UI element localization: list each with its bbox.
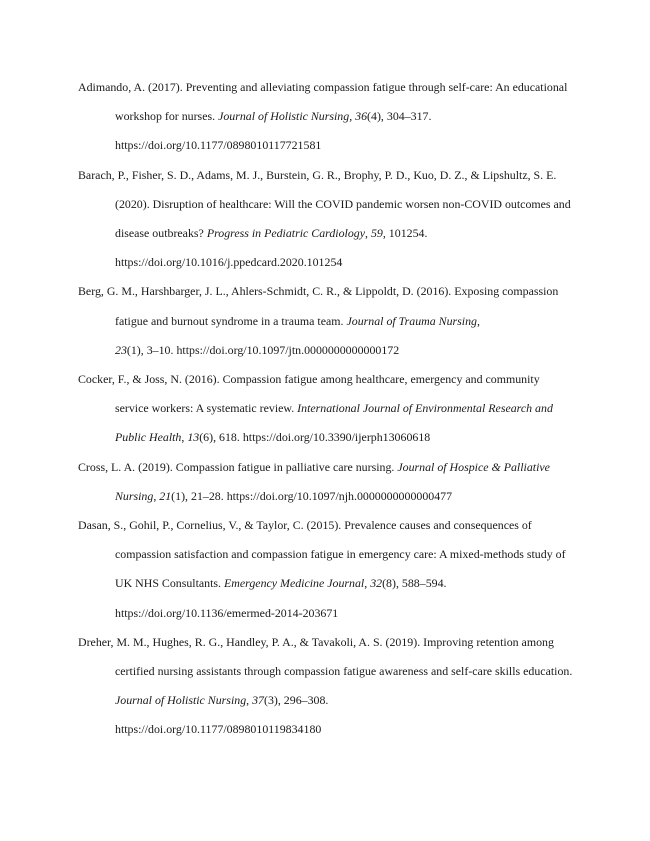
reference-authors-year: Cross, L. A. (2019). bbox=[78, 459, 173, 474]
reference-doi-link[interactable]: https://doi.org/10.1016/j.ppedcard.2020.101254 bbox=[115, 255, 343, 270]
reference-journal: Journal of Trauma Nursing bbox=[346, 313, 477, 328]
reference-authors-year: Dreher, M. M., Hughes, R. G., Handley, P. A., & Tavakoli, A. S. (2019). bbox=[78, 634, 421, 649]
reference-doi-link[interactable]: https://doi.org/10.1177/0898010117721581 bbox=[115, 138, 322, 153]
reference-entry: Dasan, S., Gohil, P., Cornelius, V., & Taylor, C. (2015). Prevalence causes and consequences of compassion satisfaction and compassion fatigue in emergency care: A mixed-methods study of UK NHS Consultants. Emergency Medicine Journal, 32(8), 588–594. https://doi.org/10.1136/emermed-2014-203671 bbox=[78, 518, 566, 620]
reference-journal: International Journal of Environmental Research and Public Health bbox=[115, 401, 553, 445]
reference-pages: , 618. bbox=[213, 430, 240, 445]
reference-doi-link[interactable]: https://doi.org/10.1136/emermed-2014-203671 bbox=[115, 605, 339, 620]
reference-volume: 37 bbox=[252, 693, 264, 708]
reference-issue: (1) bbox=[171, 488, 186, 503]
reference-journal: Journal of Holistic Nursing bbox=[218, 109, 350, 124]
reference-pages: , 3–10. bbox=[140, 342, 174, 357]
reference-authors-year: Cocker, F., & Joss, N. (2016). bbox=[78, 372, 220, 387]
reference-journal: Progress in Pediatric Cardiology bbox=[206, 226, 366, 241]
reference-entry: Cross, L. A. (2019). Compassion fatigue in palliative care nursing. Journal of Hospice & Palliative Nursing, 21(1), 21–28. https://doi.org/10.1097/njh.0000000000000477 bbox=[78, 459, 550, 503]
reference-authors-year: Berg, G. M., Harshbarger, J. L., Ahlers-Schmidt, C. R., & Lippoldt, D. (2016). bbox=[78, 284, 452, 299]
reference-title: Disruption of healthcare: Will the COVID pandemic worsen non-COVID outcomes and disease outbreaks? bbox=[115, 196, 571, 241]
reference-authors-year: Barach, P., Fisher, S. D., Adams, M. J., Burstein, G. R., Brophy, P. D., Kuo, D. Z., & Lipshultz, S. E. (2020). bbox=[78, 167, 557, 211]
reference-authors-year: Adimando, A. (2017). bbox=[78, 80, 183, 94]
reference-entry: Barach, P., Fisher, S. D., Adams, M. J., Burstein, G. R., Brophy, P. D., Kuo, D. Z., & Lipshultz, S. E. (2020). Disruption of healthcare: Will the COVID pandemic worsen non-COVID outcomes and disease outbreaks? Progress in Pediatric Cardiology, 59, 101254. https://doi.org/10.1016/j.ppedcard.2020.101254 bbox=[78, 167, 571, 270]
reference-entry: Dreher, M. M., Hughes, R. G., Handley, P. A., & Tavakoli, A. S. (2019). Improving retention among certified nursing assistants through compassion fatigue awareness and self-care skills education. Journal of Holistic Nursing, 37(3), 296–308. https://doi.org/10.1177/0898010119834180 bbox=[78, 634, 573, 737]
reference-entry: Adimando, A. (2017). Preventing and alleviating compassion fatigue through self-care: An educational workshop for nurses. Journal of Holistic Nursing, 36(4), 304–317. https://doi.org/10.1177/0898010117721581 bbox=[78, 80, 568, 153]
reference-doi-link[interactable]: https://doi.org/10.1097/njh.0000000000000477 bbox=[226, 488, 453, 503]
reference-pages: , 588–594. bbox=[395, 576, 447, 591]
reference-volume: 36 bbox=[355, 109, 368, 124]
reference-issue: (6) bbox=[199, 430, 214, 445]
reference-issue: (4) bbox=[367, 109, 381, 124]
reference-volume: 59 bbox=[370, 226, 383, 241]
reference-title: Prevalence causes and consequences of compassion satisfaction and compassion fatigue in emergency care: A mixed-methods study of UK NHS Consultants. bbox=[115, 518, 566, 591]
reference-title: Exposing compassion fatigue and burnout syndrome in a trauma team. bbox=[115, 284, 559, 328]
reference-journal: Journal of Holistic Nursing bbox=[115, 693, 247, 708]
reference-pages: , 21–28. bbox=[185, 488, 224, 503]
reference-volume: 21 bbox=[159, 488, 172, 503]
reference-title: Preventing and alleviating compassion fatigue through self-care: An educational workshop for nurses. bbox=[115, 80, 568, 124]
reference-volume: 13 bbox=[187, 430, 200, 445]
reference-title: Improving retention among certified nursing assistants through compassion fatigue awareness and self-care skills education. bbox=[115, 634, 573, 679]
reference-doi-link[interactable]: https://doi.org/10.3390/ijerph13060618 bbox=[242, 430, 431, 445]
reference-entry: Cocker, F., & Joss, N. (2016). Compassion fatigue among healthcare, emergency and community service workers: A systematic review. International Journal of Environmental Research and Public Health, 13(6), 618. https://doi.org/10.3390/ijerph13060618 bbox=[78, 372, 553, 445]
reference-doi-link[interactable]: https://doi.org/10.1177/0898010119834180 bbox=[115, 722, 322, 737]
reference-issue: (8) bbox=[382, 576, 396, 591]
reference-list bbox=[78, 73, 575, 745]
reference-volume: 23 bbox=[115, 342, 127, 357]
reference-doi-link[interactable]: https://doi.org/10.1097/jtn.0000000000000172 bbox=[176, 342, 400, 357]
reference-authors-year: Dasan, S., Gohil, P., Cornelius, V., & Taylor, C. (2015). bbox=[78, 518, 342, 533]
reference-issue: (3) bbox=[263, 693, 278, 708]
reference-title: Compassion fatigue among healthcare, emergency and community service workers: A systematic review. bbox=[115, 372, 540, 416]
reference-issue: (1) bbox=[126, 342, 141, 357]
reference-entry: Berg, G. M., Harshbarger, J. L., Ahlers-Schmidt, C. R., & Lippoldt, D. (2016). Exposing compassion fatigue and burnout syndrome in a trauma team. Journal of Trauma Nursing, 23(1), 3–10. https://doi.org/10.1097/jtn.0000000000000172 bbox=[78, 284, 559, 357]
reference-journal: Emergency Medicine Journal bbox=[224, 576, 365, 591]
reference-volume: 32 bbox=[370, 576, 383, 591]
reference-pages: , 296–308. bbox=[277, 693, 329, 708]
reference-title: Compassion fatigue in palliative care nursing. bbox=[175, 459, 395, 474]
reference-journal: Journal of Hospice & Palliative Nursing bbox=[115, 459, 550, 503]
reference-pages: , 101254. bbox=[382, 226, 428, 241]
reference-pages: , 304–317. bbox=[380, 109, 432, 124]
